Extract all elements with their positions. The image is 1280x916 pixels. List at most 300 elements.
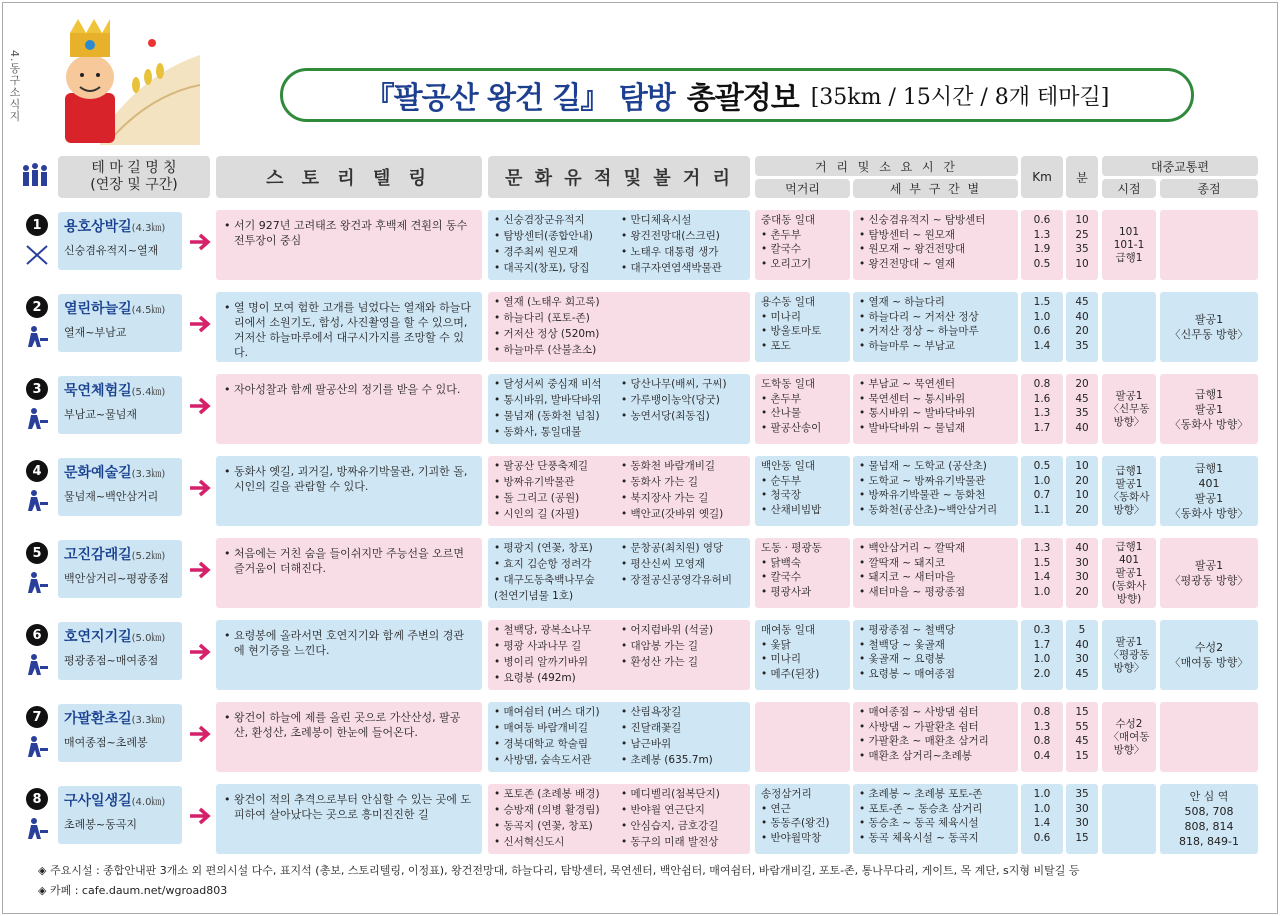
- title-main: 『팔공산 왕건 길』 탐방: [364, 81, 675, 116]
- minutes-cell: [1066, 210, 1098, 280]
- food-item: • 촌두부: [761, 228, 801, 241]
- route-name: 가팔환초길: [64, 711, 132, 727]
- story-cell: [216, 292, 482, 362]
- culture-item: • 달성서씨 중심재 비석: [494, 378, 602, 390]
- transit-start-line: 수성2: [1115, 717, 1143, 730]
- food-cell: [755, 784, 850, 854]
- culture-item: • 경북대학교 학술림: [494, 738, 589, 750]
- minutes-value: 10: [1075, 460, 1089, 472]
- route-length: (4.5㎞): [131, 305, 166, 316]
- culture-item: • 백안교(갓바위 옛길): [621, 508, 724, 520]
- km-value: 0.8: [1033, 706, 1051, 718]
- transit-start-line: 〈평광동: [1108, 648, 1150, 661]
- route-title: [64, 298, 176, 318]
- culture-item: • 초례봉 (635.7m): [621, 754, 713, 766]
- arrow-right-icon: [187, 642, 213, 662]
- culture-item: • 대구도동축백나무숲: [494, 574, 595, 586]
- route-name: 고진감래길: [64, 547, 132, 563]
- route-name-cell[interactable]: [58, 704, 182, 762]
- arrow-right-icon: [187, 232, 213, 252]
- food-item: • 순두부: [761, 474, 801, 487]
- transit-end-line: 〈동화사 방향〉: [1169, 417, 1249, 431]
- food-item: • 칼국수: [761, 243, 801, 255]
- segment-cell: [853, 210, 1018, 280]
- minutes-cell: [1066, 538, 1098, 608]
- header-name: 테 마 길 명 칭 (연장 및 구간): [58, 156, 210, 198]
- km-value: 1.1: [1033, 503, 1051, 516]
- minutes-cell: [1066, 620, 1098, 690]
- segment-item: • 동곡 체육시설 ~ 동곡지: [859, 831, 979, 844]
- footer-cafe: ◈ 카페 : cafe.daum.net/wgroad803: [38, 884, 228, 897]
- transit-end-cell: [1160, 538, 1258, 608]
- route-name: 문화예술길: [64, 465, 132, 481]
- food-item: • 닭백숙: [761, 556, 801, 569]
- km-value: 1.3: [1033, 407, 1051, 419]
- culture-item: • 만디체육시설: [621, 214, 692, 226]
- culture-item: [621, 671, 744, 687]
- culture-item: • 반야월 연근단지: [621, 804, 705, 816]
- header-story: 스 토 리 텔 링: [216, 156, 482, 198]
- segment-item: • 새터마을 ~ 평광종점: [859, 585, 966, 598]
- km-value: 0.6: [1033, 325, 1051, 337]
- route-title: [64, 790, 176, 810]
- tent-icon: [22, 570, 52, 596]
- transit-end-line: 508, 708: [1184, 805, 1234, 818]
- transit-end-line: 급행1: [1194, 462, 1224, 475]
- transit-start-line: 급행1: [1115, 540, 1143, 553]
- minutes-value: 30: [1075, 571, 1089, 583]
- minutes-value: 20: [1075, 503, 1089, 516]
- transit-end-line: 수성2: [1194, 641, 1224, 654]
- food-item: • 포도: [761, 339, 791, 352]
- km-value: 1.9: [1033, 243, 1051, 255]
- king-mascot-illustration: [40, 15, 200, 145]
- culture-cell: [488, 374, 750, 444]
- culture-item: • 메디벨리(첨복단지): [621, 788, 720, 800]
- segment-item: • 돼지코 ~ 새터마을: [859, 571, 956, 583]
- route-number-badge: 2: [26, 296, 48, 318]
- km-value: 1.0: [1033, 788, 1051, 800]
- segment-cell: [853, 374, 1018, 444]
- arrow-right-icon: [187, 478, 213, 498]
- culture-item: • 동화천 바람개비길: [621, 460, 716, 472]
- minutes-value: 45: [1075, 735, 1089, 747]
- culture-item: • 안심습지, 금호강길: [621, 820, 719, 832]
- culture-item: • 방짜유기박물관: [494, 476, 575, 488]
- culture-item: • 물넘재 (동화천 넘침): [494, 410, 600, 422]
- route-length: (5.2㎞): [131, 551, 166, 562]
- minutes-value: 30: [1075, 802, 1089, 815]
- minutes-value: 15: [1075, 706, 1089, 718]
- culture-item: • 장절공신공영각유허비: [621, 574, 732, 586]
- segment-item: • 도학교 ~ 방짜유기박물관: [859, 474, 986, 487]
- route-length: (4.0㎞): [131, 797, 166, 808]
- food-item: • 방울토마토: [761, 325, 822, 337]
- route-name-cell[interactable]: [58, 458, 182, 516]
- route-name-cell[interactable]: [58, 294, 182, 352]
- route-title: [64, 626, 176, 646]
- food-item: 중대동 일대: [761, 214, 816, 226]
- culture-item: • 평광 사과나무 길: [494, 640, 582, 652]
- wind-icon: [22, 652, 52, 678]
- culture-item: • 동화사 가는 길: [621, 476, 699, 488]
- route-name-cell[interactable]: [58, 212, 182, 270]
- route-length: (3.3㎞): [131, 715, 166, 726]
- culture-item: • 하늘마루 (산불초소): [494, 344, 597, 356]
- culture-item: • 동화사, 통일대불: [494, 426, 582, 438]
- transit-start-line: 〈동화사: [1108, 491, 1150, 503]
- segment-item: • 가팔환초 ~ 매환초 삼거리: [859, 735, 989, 747]
- route-number-badge: 5: [26, 542, 48, 564]
- food-item: • 팔공산송이: [761, 421, 822, 434]
- swords-icon: [22, 242, 52, 268]
- transit-end-cell: [1160, 702, 1258, 772]
- segment-cell: [853, 538, 1018, 608]
- culture-item: • 탐방센터(종합안내): [494, 230, 593, 242]
- minutes-value: 40: [1075, 421, 1089, 434]
- segment-item: • 왕건전망대 ~ 열재: [859, 257, 956, 270]
- arrow-right-icon: [187, 314, 213, 334]
- transit-end-cell: [1160, 374, 1258, 444]
- transit-start-cell: [1102, 784, 1156, 854]
- km-value: 1.7: [1033, 421, 1051, 434]
- minutes-value: 40: [1075, 542, 1089, 554]
- story-text: • 왕건이 적의 추격으로부터 안심할 수 있는 곳에 도피하여 살아났다는 곳으로 흥미진진한 길: [224, 793, 471, 821]
- transit-end-line: 401: [1198, 477, 1220, 490]
- minutes-value: 35: [1075, 243, 1089, 255]
- food-cell: [755, 374, 850, 444]
- transit-start-line: 방향〉: [1113, 504, 1145, 516]
- km-value: 0.7: [1033, 489, 1051, 501]
- transit-start-cell: [1102, 538, 1156, 608]
- route-number-badge: 4: [26, 460, 48, 482]
- route-length: (5.4㎞): [131, 387, 166, 398]
- food-item: • 메주(된장): [761, 667, 820, 680]
- culture-item: • 대곡지(창포), 당집: [494, 262, 590, 274]
- km-cell: [1021, 538, 1063, 608]
- minutes-value: 15: [1075, 749, 1089, 762]
- rider-icon: [22, 816, 52, 842]
- culture-item: (천연기념물 1호): [494, 590, 574, 602]
- transit-end-line: 〈평광동 방향〉: [1169, 574, 1249, 587]
- header-segment: 세 부 구 간 별: [853, 179, 1018, 198]
- km-cell: [1021, 702, 1063, 772]
- route-section: 평광종점~매여종점: [64, 654, 159, 667]
- culture-item: • 포토존 (초례봉 배경): [494, 788, 600, 800]
- segment-item: • 부남교 ~ 묵연센터: [859, 378, 956, 390]
- story-cell: [216, 784, 482, 854]
- transit-start-line: 방향〉: [1113, 743, 1145, 756]
- culture-item: [621, 425, 744, 441]
- route-section: 물넘재~백안삼거리: [64, 490, 159, 503]
- km-value: 1.6: [1033, 392, 1051, 405]
- km-cell: [1021, 784, 1063, 854]
- route-title: [64, 462, 176, 482]
- header-culture: 문 화 유 적 및 볼 거 리: [488, 156, 750, 198]
- header-food: 먹거리: [755, 179, 850, 198]
- header-km: Km: [1021, 156, 1063, 198]
- food-item: • 미나리: [761, 310, 801, 323]
- route-section: 신숭겸유적지~열재: [64, 244, 159, 257]
- segment-item: • 하늘다리 ~ 거저산 정상: [859, 310, 979, 323]
- segment-item: • 신숭겸유적지 ~ 탐방센터: [859, 214, 986, 226]
- story-text: • 동화사 옛길, 괴거길, 방짜유기박물관, 기괴한 돌, 시인의 길을 관람할 수 있다.: [224, 465, 468, 493]
- story-cell: [216, 538, 482, 608]
- route-name-cell[interactable]: [58, 376, 182, 434]
- route-name-cell[interactable]: [58, 786, 182, 844]
- transit-end-line: 팔공1: [1194, 313, 1224, 326]
- food-item: • 동동주(왕건): [761, 817, 830, 829]
- food-cell: [755, 538, 850, 608]
- km-value: 1.3: [1033, 542, 1051, 554]
- segment-item: • 통시바위 ~ 발바닥바위: [859, 407, 976, 419]
- footer-facilities: ◈ 주요시설 : 종합안내판 3개소 외 편의시설 다수, 표지석 (총보, 스토리텔링, 이정표), 왕건전망대, 하늘다리, 탐방센터, 묵연센터, 백안쉼터, 매여쉼터, 바람개비길, 포토-존, 통나무다리, 게이트, 목 계단, s지형 비탈길 등: [38, 864, 1080, 877]
- segment-cell: [853, 620, 1018, 690]
- km-value: 0.4: [1033, 749, 1051, 762]
- transit-start-cell: [1102, 374, 1156, 444]
- route-length: (4.3㎞): [131, 223, 166, 234]
- transit-end-cell: [1160, 620, 1258, 690]
- culture-item: • 북지장사 가는 길: [621, 492, 709, 504]
- minutes-value: 15: [1075, 831, 1089, 844]
- food-item: • 산채비빔밥: [761, 503, 822, 516]
- transit-end-line: 급행1: [1194, 387, 1224, 401]
- transit-end-line: 〈신무동 방향〉: [1169, 328, 1249, 341]
- km-value: 1.0: [1033, 474, 1051, 487]
- minutes-cell: [1066, 784, 1098, 854]
- title-tail: [35km / 15시간 / 8개 테마길]: [810, 84, 1110, 110]
- km-value: 0.5: [1033, 460, 1051, 472]
- segment-item: • 철백당 ~ 옻골재: [859, 638, 945, 651]
- minutes-value: 10: [1075, 489, 1089, 501]
- transit-end-cell: [1160, 456, 1258, 526]
- culture-item: • 철백당, 광복소나무: [494, 624, 592, 636]
- title-banner: [280, 68, 1194, 122]
- header-min: 분: [1066, 156, 1098, 198]
- culture-item: • 문창공(최치원) 영당: [621, 542, 724, 554]
- km-cell: [1021, 620, 1063, 690]
- culture-item: • 경주최씨 원모재: [494, 246, 578, 258]
- transit-end-line: 808, 814: [1184, 820, 1234, 833]
- route-title: [64, 708, 176, 728]
- food-cell: [755, 456, 850, 526]
- header-distance-group: 거 리 및 소 요 시 간: [755, 156, 1018, 176]
- minutes-value: 55: [1075, 720, 1089, 733]
- culture-item: • 평산신씨 모영재: [621, 558, 705, 570]
- food-item: • 오리고기: [761, 257, 812, 270]
- culture-item: • 돌 그리고 (공원): [494, 492, 580, 504]
- transit-end-line: 팔공1: [1194, 402, 1224, 416]
- route-section: 초례봉~동곡지: [64, 818, 137, 831]
- route-section: 매여종점~초례봉: [64, 736, 148, 749]
- minutes-value: 20: [1075, 378, 1089, 390]
- hiker-icon: [22, 324, 52, 350]
- story-cell: [216, 374, 482, 444]
- minutes-value: 35: [1075, 788, 1089, 800]
- transit-start-cell: [1102, 702, 1156, 772]
- segment-item: • 평광종점 ~ 철백당: [859, 624, 956, 636]
- transit-end-cell: [1160, 210, 1258, 280]
- route-name: 구사일생길: [64, 793, 132, 809]
- arrow-right-icon: [187, 806, 213, 826]
- route-number-badge: 3: [26, 378, 48, 400]
- minutes-value: 5: [1078, 624, 1086, 636]
- transit-start-line: 401: [1118, 553, 1140, 566]
- minutes-value: 25: [1075, 228, 1089, 241]
- arrow-right-icon: [187, 724, 213, 744]
- culture-item: • 거저산 정상 (520m): [494, 328, 600, 340]
- segment-cell: [853, 702, 1018, 772]
- km-value: 1.4: [1033, 571, 1051, 583]
- segment-item: • 묵연센터 ~ 통시바위: [859, 392, 966, 405]
- people-group-icon: [18, 160, 52, 194]
- transit-start-line: 방향〉: [1113, 415, 1145, 428]
- culture-item: • 왕건전망대(스크린): [621, 230, 720, 242]
- segment-item: • 사방댐 ~ 가팔환초 쉼터: [859, 720, 979, 733]
- culture-cell: [488, 210, 750, 280]
- transit-end-cell: [1160, 784, 1258, 854]
- segment-cell: [853, 292, 1018, 362]
- segment-item: • 방짜유기박물관 ~ 동화천: [859, 489, 986, 501]
- culture-item: • 사방댐, 숲속도서관: [494, 754, 592, 766]
- culture-item: • 가루뱅이농악(당굿): [621, 394, 720, 406]
- culture-item: • 농연서당(최동집): [621, 410, 710, 422]
- food-cell: [755, 292, 850, 362]
- km-value: 2.0: [1033, 667, 1051, 680]
- minutes-value: 20: [1075, 474, 1089, 487]
- culture-item: • 평광지 (연꽃, 창포): [494, 542, 593, 554]
- food-item: 송정삼거리: [761, 788, 812, 800]
- route-name: 묵연체험길: [64, 383, 132, 399]
- culture-item: • 승방재 (의병 활경림): [494, 804, 600, 816]
- culture-cell: [488, 538, 750, 608]
- segment-item: • 옻골재 ~ 요령봉: [859, 653, 945, 665]
- culture-item: • 매여쉼터 (버스 대기): [494, 706, 600, 718]
- route-number-badge: 8: [26, 788, 48, 810]
- transit-start-line: (동화사방향): [1111, 579, 1147, 605]
- transit-end-line: 818, 849-1: [1179, 835, 1239, 848]
- km-value: 0.3: [1033, 624, 1051, 636]
- transit-end-line: 팔공1: [1194, 492, 1224, 505]
- segment-item: • 깔딱재 ~ 돼지코: [859, 556, 945, 569]
- km-value: 1.3: [1033, 228, 1051, 241]
- culture-item: • 병이리 알까기바위: [494, 656, 589, 668]
- km-value: 1.0: [1033, 310, 1051, 323]
- side-label: 4.동구소식지: [8, 50, 21, 123]
- route-name-cell[interactable]: [58, 622, 182, 680]
- title-sub: 총괄정보: [686, 81, 799, 116]
- segment-item: • 백안삼거리 ~ 깔딱재: [859, 542, 966, 554]
- km-cell: [1021, 456, 1063, 526]
- culture-item: • 효지 김순항 정려각: [494, 558, 592, 570]
- minutes-value: 45: [1075, 667, 1089, 680]
- route-title: [64, 216, 176, 236]
- segment-item: • 물넘재 ~ 도학교 (공산초): [859, 460, 987, 472]
- minutes-value: 10: [1075, 257, 1089, 270]
- minutes-cell: [1066, 292, 1098, 362]
- route-name: 열린하늘길: [64, 301, 132, 317]
- culture-cell: [488, 292, 750, 362]
- km-value: 1.4: [1033, 817, 1051, 829]
- culture-item: • 노태우 대통령 생가: [621, 246, 719, 258]
- minutes-value: 20: [1075, 585, 1089, 598]
- transit-end-line: 팔공1: [1194, 559, 1224, 572]
- culture-item: • 동곡지 (연꽃, 창포): [494, 820, 593, 832]
- culture-item: • 팔공산 단풍축제길: [494, 460, 589, 472]
- segment-item: • 매여종점 ~ 사방댐 쉼터: [859, 706, 979, 718]
- food-item: • 칼국수: [761, 571, 801, 583]
- km-value: 1.5: [1033, 296, 1051, 308]
- food-item: • 산나물: [761, 407, 801, 419]
- food-item: • 청국장: [761, 489, 801, 501]
- transit-start-line: 〈매여동: [1108, 730, 1150, 743]
- food-cell: [755, 702, 850, 772]
- segment-item: • 탐방센터 ~ 원모재: [859, 228, 956, 241]
- transit-start-cell: [1102, 210, 1156, 280]
- walkers-icon: [22, 406, 52, 432]
- transit-start-line: 팔공1: [1115, 566, 1143, 579]
- route-name: 호연지기길: [64, 629, 132, 645]
- culture-cell: [488, 702, 750, 772]
- route-number-badge: 1: [26, 214, 48, 236]
- minutes-value: 35: [1075, 407, 1089, 419]
- food-item: 매여동 일대: [761, 624, 816, 636]
- transit-start-cell: [1102, 620, 1156, 690]
- km-cell: [1021, 374, 1063, 444]
- km-value: 1.0: [1033, 653, 1051, 665]
- culture-item: • 통시바위, 발바닥바위: [494, 394, 602, 406]
- minutes-cell: [1066, 702, 1098, 772]
- minutes-value: 40: [1075, 638, 1089, 651]
- culture-item: [621, 589, 744, 605]
- transit-start-cell: [1102, 292, 1156, 362]
- culture-item: • 요령봉 (492m): [494, 672, 576, 684]
- minutes-value: 30: [1075, 556, 1089, 569]
- segment-item: • 발바닥바위 ~ 물넘재: [859, 421, 966, 434]
- km-value: 0.5: [1033, 257, 1051, 270]
- culture-item: • 신숭겸장군유적지: [494, 214, 585, 226]
- transit-start-cell: [1102, 456, 1156, 526]
- story-cell: [216, 456, 482, 526]
- culture-item: • 환성산 가는 길: [621, 656, 699, 668]
- segment-item: • 동화천(공산초)~백안삼거리: [859, 503, 998, 516]
- route-name-cell[interactable]: [58, 540, 182, 598]
- km-value: 1.0: [1033, 585, 1051, 598]
- minutes-value: 35: [1075, 339, 1089, 352]
- transit-end-cell: [1160, 292, 1258, 362]
- food-item: • 연근: [761, 802, 791, 815]
- culture-item: • 동구의 미래 발전상: [621, 836, 719, 848]
- route-title: [64, 380, 176, 400]
- story-text: • 처음에는 거친 숨을 들이쉬지만 주능선을 오르면 즐거움이 더해진다.: [224, 547, 464, 575]
- route-section: 백안삼거리~평광종점: [64, 572, 169, 585]
- route-section: 열재~부남교: [64, 326, 127, 339]
- culture-item: • 대암봉 가는 길: [621, 640, 699, 652]
- header-transit-group: 대중교통편: [1102, 156, 1258, 176]
- segment-item: • 원모재 ~ 왕건전망대: [859, 243, 966, 255]
- transit-start-line: 〈신무동: [1108, 402, 1150, 415]
- km-value: 0.8: [1033, 378, 1051, 390]
- km-value: 0.6: [1033, 831, 1051, 844]
- story-cell: [216, 702, 482, 772]
- transit-start-line: 팔공1: [1115, 635, 1143, 648]
- culture-item: • 당산나무(배씨, 구씨): [621, 378, 727, 390]
- km-value: 0.6: [1033, 214, 1051, 226]
- segment-item: • 요령봉 ~ 매여종점: [859, 667, 956, 680]
- food-item: 도동 · 평광동: [761, 542, 822, 554]
- food-item: • 미나리: [761, 653, 801, 665]
- arrow-right-icon: [187, 396, 213, 416]
